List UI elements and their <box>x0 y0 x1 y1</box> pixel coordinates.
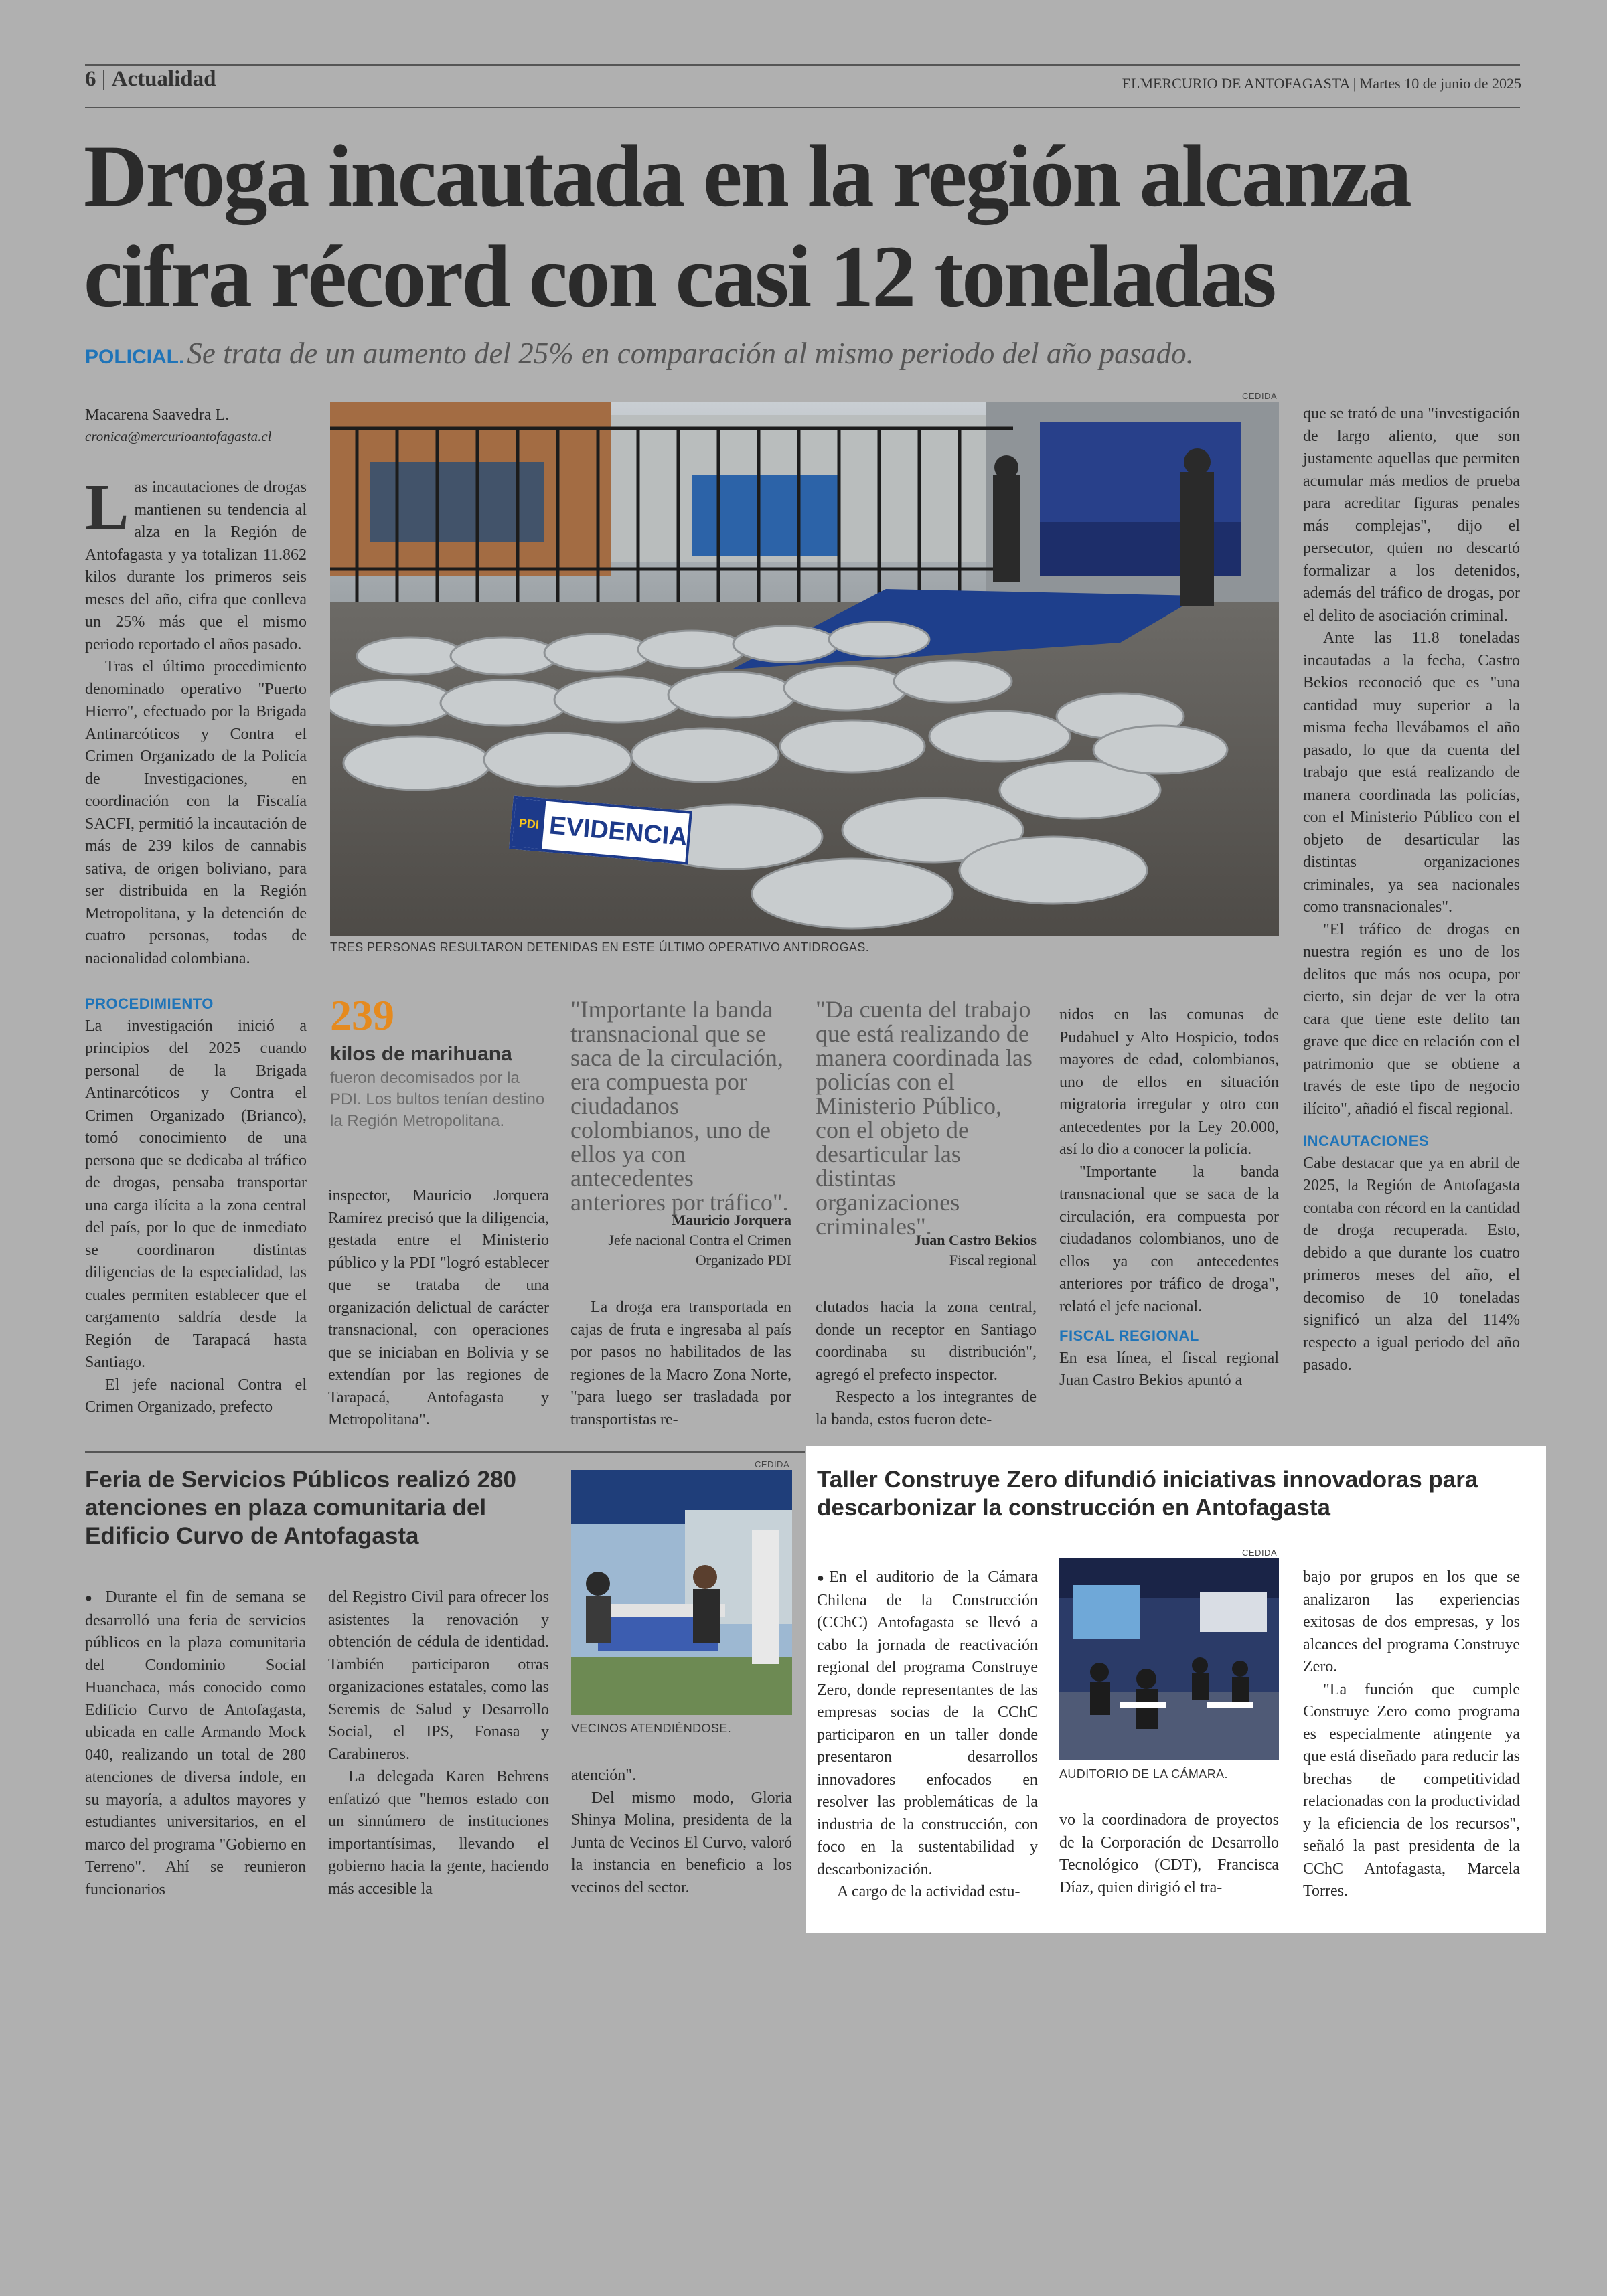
taller-photo <box>1059 1558 1279 1760</box>
quote-2-role: Fiscal regional <box>949 1252 1037 1268</box>
main-col4-p2: Respecto a los integrantes de la banda, estos fueron dete- <box>816 1388 1037 1428</box>
author-email[interactable]: cronica@mercurioantofagasta.cl <box>85 428 272 444</box>
taller-col-1 <box>817 1566 1038 1904</box>
bullet-icon: ● <box>85 1591 97 1605</box>
main-photo-caption: TRES PERSONAS RESULTARON DETENIDAS EN ESTE ÚLTIMO OPERATIVO ANTIDROGAS. <box>330 940 870 954</box>
main-col1-p1: as incautaciones de drogas mantienen su tendencia al alza en la Región de Antofagasta y ya totalizan 11.862 kilos durante los primeros seis meses del año, cifra que conlleva un 25% más que el mismo periodo reportado el años pasado. <box>85 479 307 653</box>
main-col5-p3: En esa línea, el fiscal regional Juan Castro Bekios apuntó a <box>1059 1349 1279 1389</box>
taller-col3-p2: "La función que cumple Construye Zero como programa es especialmente atingente ya que está diseñado para reducir las brechas de competitividad relacionadas con la productividad y la eficiencia de los recursos", señaló la past presidenta de la CChC Antofagasta, Marcela Torres. <box>1303 1680 1520 1900</box>
main-col6-p4: Cabe destacar que ya en abril de 2025, la Región de Antofagasta contaba con récord en la cantidad de droga recuperada. Esto, debido a que durante los cuatro primeros meses del año, el decomiso de 10 toneladas significó un alza del 114% respecto a igual periodo del año pasado. <box>1303 1154 1520 1374</box>
stat-box <box>330 991 551 1132</box>
taller-col-2 <box>1059 1809 1279 1899</box>
feria-col1-text: Durante el fin de semana se desarrolló una feria de servicios públicos en la plaza comunitaria del Condominio Social Huanchaca, más conocido como Edificio Curvo de Antofagasta, ubicada en calle Armando Mock 040, realizando un total de 280 atenciones de diversa índole, en su mayoría, a adultos mayores y estudiantes universitarios, en el marco del programa "Gobierno en Terreno". Ahí se reunieron funcionarios <box>85 1588 307 1898</box>
taller-col3-p1: bajo por grupos en los que se analizaron las experiencias exitosas de dos empresas, y los alcances del programa Construye Zero. <box>1303 1568 1520 1675</box>
taller-col-3 <box>1303 1566 1520 1903</box>
main-col4-p1: clutados hacia la zona central, donde un receptor en Santiago coordinaba su distribución", agregó el prefecto inspector. <box>816 1299 1037 1384</box>
main-headline-line1: Droga incautada en la región alcanza <box>84 127 1410 225</box>
subhead-fiscal-regional: FISCAL REGIONAL <box>1059 1327 1199 1344</box>
main-col5-p1: nidos en las comunas de Pudahuel y Alto Hospicio, todos mayores de edad, colombianos, uno de ellos en situación migratoria irregular y otro con antecedentes por la Ley 20.000, así lo dio a conocer la policía. <box>1059 1006 1279 1158</box>
section-name: Actualidad <box>111 67 216 91</box>
quote-1-role: Jefe nacional Contra el Crimen Organizado PDI <box>608 1232 791 1268</box>
header-top-rule <box>85 64 1520 66</box>
feria-col-2 <box>328 1586 549 1900</box>
quote-2-attribution <box>816 1230 1037 1270</box>
author-name: Macarena Saavedra L. <box>85 406 230 424</box>
main-photo <box>330 402 1279 936</box>
main-subtitle <box>85 336 1194 371</box>
feria-photo-caption: VECINOS ATENDIÉNDOSE. <box>571 1722 732 1735</box>
main-col5-p2: "Importante la banda transnacional que se saca de la circulación, era compuesta por ciudadanos colombianos, uno de ellos ya con antecedentes anteriores por tráfico de droga", relató el jefe nacional. <box>1059 1163 1279 1315</box>
main-col-4 <box>816 1297 1037 1431</box>
feria-photo-illustration <box>571 1470 792 1715</box>
taller-col1-p2: A cargo de la actividad estu- <box>837 1883 1020 1900</box>
main-col6-p2: Ante las 11.8 toneladas incautadas a la fecha, Castro Bekios reconoció que es "una cantidad muy superior a la misma fecha llevábamos el año pasado, lo que da cuenta del trabajo que está realizando de manera coordinada las policías, con el Ministerio Público con el objeto de desarticular las distintas organizaciones criminales, ya sea nacionales como transnacionales". <box>1303 629 1520 916</box>
photo-credit: CEDIDA <box>1242 391 1278 401</box>
main-col1-p3: La investigación inició a principios del 2025 cuando personal de la Brigada Antinarcóticos y Contra el Crimen Organizado (Brianco), tomó conocimiento de una persona que se dedicaba al tráfico de drogas, pensaba transportar una carga ilícita a la zona central del país, por lo que de inmediato se coordinaron distintas diligencias de la especialidad, las cuales permiten establecer que el cargamento saldría desde la Región de Tarapacá hasta Santiago. <box>85 1017 307 1371</box>
feria-col3-p2: Del mismo modo, Gloria Shinya Molina, presidenta de la Junta de Vecinos El Curvo, valoró la instancia en beneficio a los vecinos del sector. <box>571 1789 792 1896</box>
quote-2-name: Juan Castro Bekios <box>914 1232 1037 1248</box>
dropcap: L <box>85 471 129 544</box>
stat-label: kilos de marihuana <box>330 1043 512 1065</box>
main-col6-p3: "El tráfico de drogas en nuestra región es uno de los delitos que más nos ocupa, por cierto, sin dejar de ver la otra cara que tiene este delito tan grave que dice en relación con el patrimonio que se obtiene a través de este tipo de negocio ilícito", añadió el fiscal regional. <box>1303 920 1520 1118</box>
main-col3-p1: La droga era transportada en cajas de fruta e ingresaba al país por pasos no habilitados de las regiones de la Macro Zona Norte, "para luego ser trasladada por transportistas re- <box>570 1299 791 1428</box>
main-headline <box>84 126 1523 327</box>
main-col1-p4: El jefe nacional Contra el Crimen Organizado, prefecto <box>85 1376 307 1416</box>
main-col-5 <box>1059 1004 1279 1392</box>
quote-1: "Importante la banda transnacional que se saca de la circulación, era compuesta por ciudadanos colombianos, uno de ellos ya con antecedentes anteriores por tráfico". <box>570 996 789 1216</box>
publication-name: ELMERCURIO DE ANTOFAGASTA <box>1122 75 1350 92</box>
page-folio: 6 | Actualidad <box>85 67 216 91</box>
feria-photo <box>571 1470 792 1715</box>
main-col-6 <box>1303 403 1520 1377</box>
quote-2: "Da cuenta del trabajo que está realizando de manera coordinada las policías con el Ministerio Público, con el objeto de desarticular las distintas organizaciones criminales". <box>816 996 1032 1240</box>
stat-number: 239 <box>330 991 394 1039</box>
taller-headline: Taller Construye Zero difundió iniciativas innovadoras para descarbonizar la construcción en Antofagasta <box>817 1467 1478 1521</box>
subtitle-text: Se trata de un aumento del 25% en comparación al mismo periodo del año pasado. <box>187 337 1194 370</box>
subhead-procedimiento: PROCEDIMIENTO <box>85 995 214 1012</box>
drugs-photo-illustration <box>330 402 1279 936</box>
taller-photo-caption: AUDITORIO DE LA CÁMARA. <box>1059 1767 1228 1781</box>
main-col-3 <box>570 1297 791 1431</box>
feria-col2-p2: La delegada Karen Behrens enfatizó que "hemos estado con un sinnúmero de instituciones importantísimas, llevando el gobierno hacia la gente, haciendo más accesible la <box>328 1768 549 1898</box>
evidence-label: EVIDENCIA <box>548 811 689 851</box>
taller-col2-text: vo la coordinadora de proyectos de la Corporación de Desarrollo Tecnológico (CDT), Francisca Díaz, quien dirigió el tra- <box>1059 1811 1279 1896</box>
main-col-2 <box>328 1185 549 1432</box>
quote-1-name: Mauricio Jorquera <box>672 1212 791 1228</box>
publication-date: Martes 10 de junio de 2025 <box>1359 75 1521 92</box>
section-divider-left <box>85 1451 805 1453</box>
main-col1-p2: Tras el último procedimiento denominado operativo "Puerto Hierro", efectuado por la Brigada Antinarcóticos y Contra el Crimen Organizado de la Policía de Investigaciones, en coordinación con la Fiscalía SACFI, permitió la incautación de más de 239 kilos de cannabis sativa, de origen boliviano, para ser distribuida en la Región Metropolitana, y la detención de cuatro personas, todas de nacionalidad colombiana. <box>85 658 307 967</box>
main-col6-p1: que se trató de una "investigación de largo aliento, que son justamente aquellas que permiten acumular más medios de prueba para acreditar figuras penales más complejas", dijo el persecutor, quien no descartó formalizar a los detenidos, además del tráfico de drogas, por el delito de asociación criminal. <box>1303 405 1520 625</box>
feria-photo-credit: CEDIDA <box>755 1459 790 1469</box>
feria-headline: Feria de Servicios Públicos realizó 280 atenciones en plaza comunitaria del Edificio Curvo de Antofagasta <box>85 1467 516 1549</box>
taller-photo-illustration <box>1059 1558 1279 1760</box>
stat-desc: fueron decomisados por la PDI. Los bultos tenían destino la Región Metropolitana. <box>330 1069 545 1130</box>
taller-col1-p1: En el auditorio de la Cámara Chilena de la Construcción (CChC) Antofagasta se llevó a cabo la jornada de reactivación regional del programa Construye Zero, donde representantes de las empresas socias de la CChC participaron en un taller donde presentaron desarrollos innovadores enfocados en resolver las problemáticas de la industria de la construcción, con foco en la sustentabilidad y descarbonización. <box>817 1568 1038 1878</box>
quote-1-attribution <box>570 1210 791 1270</box>
main-col-1 <box>85 471 307 1427</box>
feria-col3-p1: atención". <box>571 1767 637 1784</box>
main-col2-p1: inspector, Mauricio Jorquera Ramírez precisó que la diligencia, gestada entre el Ministerio público y la PDI "logró establecer que se trataba de una organización delictual de carácter transnacional, con operaciones que se iniciaban en Bolivia y se extendían por las regiones de Tarapacá, Antofagasta y Metropolitana". <box>328 1187 549 1428</box>
taller-photo-credit: CEDIDA <box>1242 1548 1278 1558</box>
feria-col-1 <box>85 1586 306 1901</box>
feria-col-3 <box>571 1765 792 1899</box>
kicker: POLICIAL. <box>85 346 185 368</box>
byline <box>85 404 271 447</box>
page-number: 6 <box>85 67 96 91</box>
subhead-incautaciones: INCAUTACIONES <box>1303 1133 1430 1149</box>
pdi-badge: PDI <box>512 799 546 849</box>
feria-col2-p1: del Registro Civil para ofrecer los asistentes la renovación y obtención de cédula de identidad. También participaron otras organizaciones estatales, como las Seremis de Salud y Desarrollo Social, el IPS, Fonasa y Carabineros. <box>328 1588 549 1763</box>
bullet-icon: ● <box>817 1571 830 1584</box>
main-headline-line2: cifra récord con casi 12 toneladas <box>84 227 1275 325</box>
header-bottom-rule <box>85 107 1520 108</box>
masthead-line: ELMERCURIO DE ANTOFAGASTA | Martes 10 de junio de 2025 <box>1122 75 1521 92</box>
